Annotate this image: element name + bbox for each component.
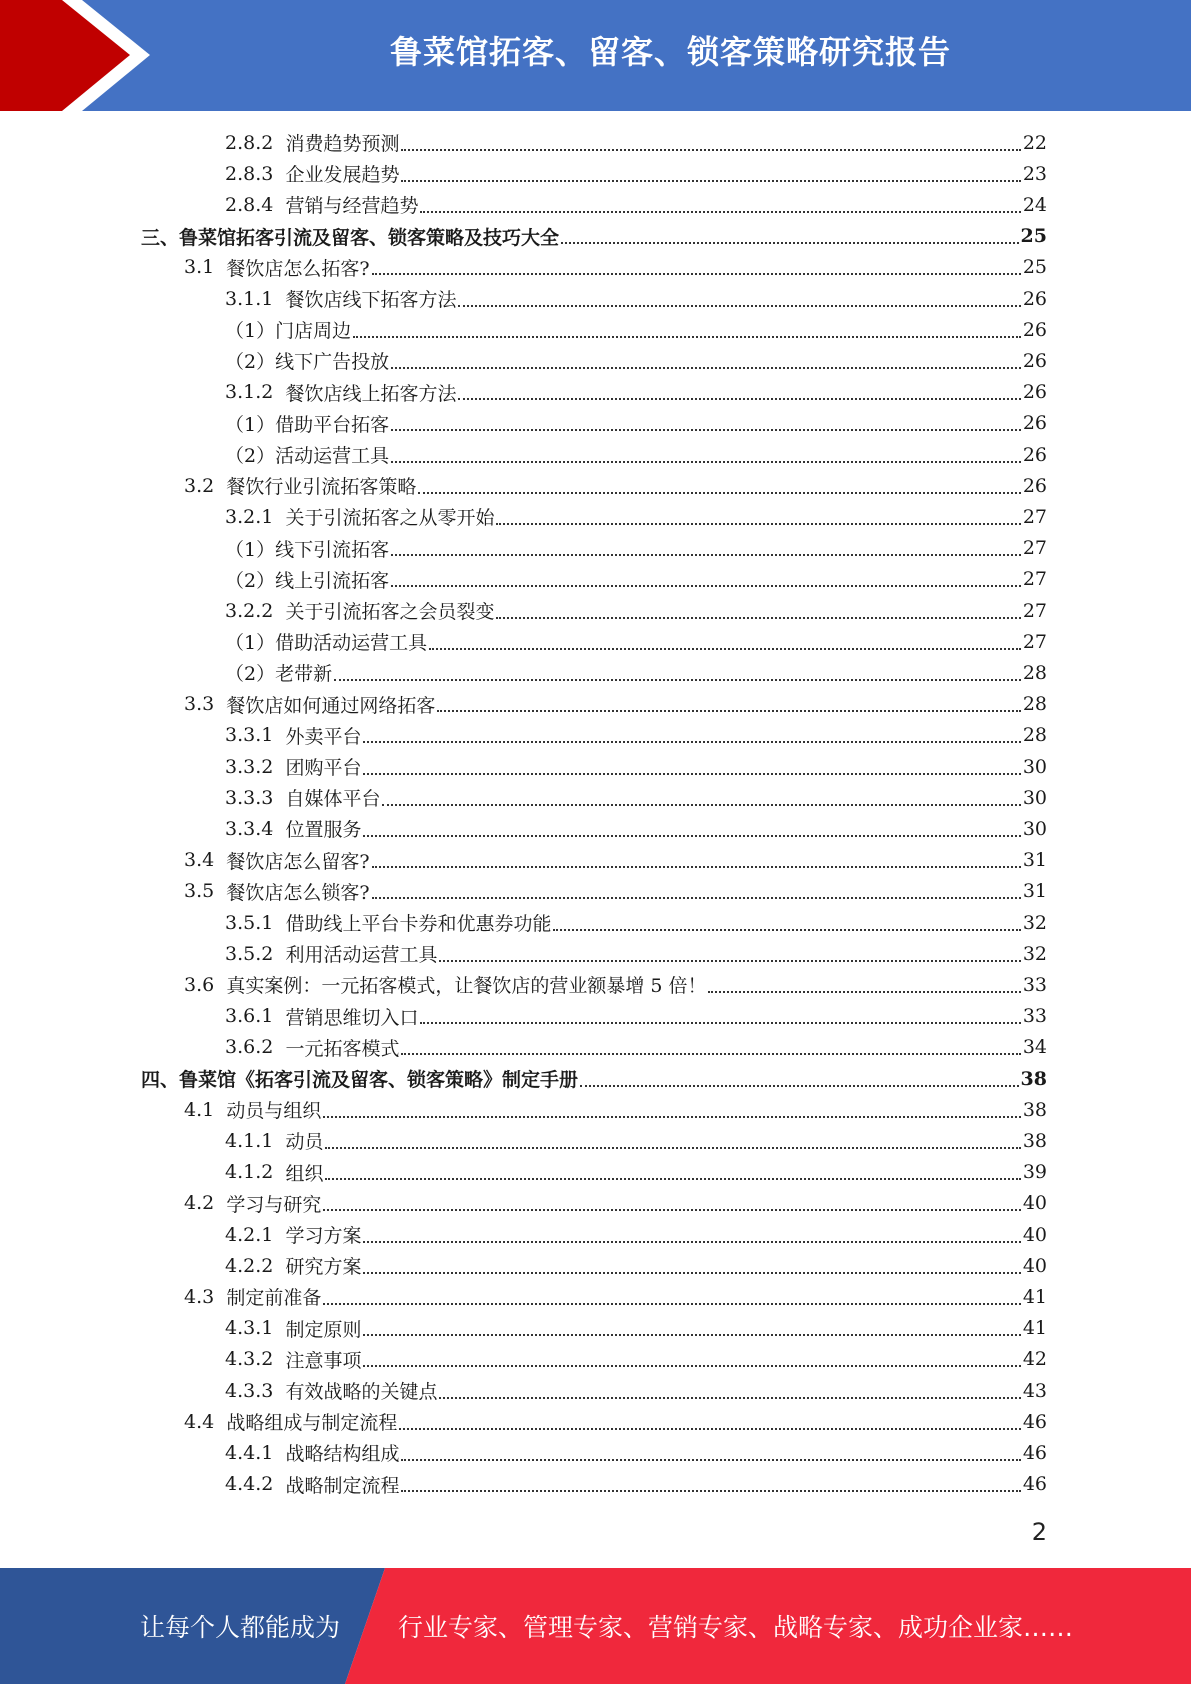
- toc-entry[interactable]: [225, 657, 1047, 688]
- toc-entry-title: 位置服务: [285, 819, 362, 842]
- toc-entry-spacer: [273, 1255, 285, 1277]
- toc-leader-dots: [458, 305, 1020, 307]
- toc-entry-title: 制定原则: [285, 1318, 362, 1341]
- toc-entry-number: 4.3.2: [225, 1348, 274, 1371]
- toc-entry-page: 23: [1022, 162, 1047, 185]
- toc-entry-title: 借助线上平台卡券和优惠券功能: [285, 913, 552, 935]
- toc-entry-title: 学习与研究: [226, 1193, 322, 1216]
- toc-entry-page: 26: [1022, 443, 1047, 466]
- toc-entry[interactable]: [184, 1281, 1047, 1312]
- toc-entry-title: 真实案例：一元拓客模式，让餐饮店的营业额暴增 5 倍！: [226, 975, 707, 998]
- toc-entry-spacer: [214, 256, 226, 278]
- toc-entry-number: 3.2: [184, 474, 215, 497]
- toc-entry[interactable]: [184, 845, 1047, 876]
- toc-entry-page: 27: [1022, 568, 1047, 591]
- footer-slogan-left: 让每个人都能成为: [140, 1613, 341, 1642]
- toc-entry-page: 31: [1022, 880, 1047, 903]
- toc-leader-dots: [401, 180, 1020, 182]
- toc-entry-title: 餐饮店怎么拓客?: [226, 257, 370, 280]
- toc-entry-title: 自媒体平台: [285, 788, 381, 811]
- toc-entry-page: 32: [1022, 911, 1047, 934]
- toc-entry-title: （2）线上引流拓客: [225, 569, 390, 592]
- footer-slogan-right: 行业专家、管理专家、营销专家、战略专家、成功企业家……: [398, 1613, 1074, 1642]
- toc-entry-page: 28: [1022, 724, 1047, 747]
- toc-entry-title: （1）借助平台拓客: [225, 413, 390, 436]
- toc-entry-spacer: [214, 974, 226, 996]
- toc-entry[interactable]: [225, 501, 1047, 532]
- toc-entry-number: 3.6.1: [225, 1005, 274, 1028]
- toc-entry-spacer: [214, 1099, 226, 1121]
- toc-entry-title: （1）借助活动运营工具: [225, 632, 428, 655]
- toc-leader-dots: [323, 1303, 1020, 1305]
- toc-leader-dots: [458, 398, 1020, 400]
- toc-entry[interactable]: [225, 1250, 1047, 1281]
- toc-entry-spacer: [214, 1286, 226, 1308]
- toc-leader-dots: [439, 960, 1020, 962]
- toc-leader-dots: [363, 1334, 1020, 1336]
- toc-entry-number: 4.1.2: [225, 1161, 274, 1184]
- toc-leader-dots: [399, 1428, 1020, 1430]
- toc-entry-title: 团购平台: [285, 757, 362, 779]
- toc-entry-title: 关于引流拓客之会员裂变: [285, 601, 495, 623]
- toc-leader-dots: [363, 1241, 1020, 1243]
- toc-entry[interactable]: [184, 1188, 1047, 1219]
- toc-leader-dots: [437, 710, 1020, 712]
- toc-entry-page: 41: [1022, 1285, 1047, 1308]
- toc-entry-spacer: [273, 381, 285, 403]
- toc-entry-page: 26: [1022, 381, 1047, 404]
- toc-entry-page: 26: [1022, 412, 1047, 435]
- toc-leader-dots: [353, 336, 1021, 338]
- toc-entry-number: 3.1: [184, 256, 215, 279]
- toc-entry[interactable]: [225, 1469, 1047, 1500]
- toc-entry-spacer: [214, 880, 226, 902]
- toc-leader-dots: [372, 897, 1021, 899]
- toc-entry-page: 26: [1022, 474, 1047, 497]
- toc-entry[interactable]: [225, 1032, 1047, 1063]
- toc-entry-page: 41: [1022, 1317, 1047, 1340]
- toc-entry-number: 3.5: [184, 880, 215, 903]
- toc-entry-spacer: [273, 1473, 285, 1495]
- toc-entry-number: 2.8.3: [225, 162, 274, 185]
- toc-entry[interactable]: [225, 345, 1047, 376]
- toc-leader-dots: [325, 1147, 1020, 1149]
- toc-entry-page: 33: [1022, 973, 1047, 996]
- toc-leader-dots: [325, 1178, 1020, 1180]
- toc-leader-dots: [323, 1209, 1020, 1211]
- toc-entry-title: 餐饮店线下拓客方法: [285, 289, 457, 311]
- toc-entry[interactable]: [141, 1063, 1047, 1094]
- toc-entry-page: 30: [1022, 817, 1047, 840]
- toc-entry-number: 4.3: [184, 1285, 215, 1308]
- toc-entry[interactable]: [225, 533, 1047, 564]
- toc-entry[interactable]: [225, 314, 1047, 345]
- toc-entry-number: 3.1.1: [225, 287, 274, 310]
- toc-entry-page: 27: [1022, 537, 1047, 560]
- toc-entry-number: 4.3.1: [225, 1317, 274, 1340]
- toc-entry-page: 25: [1020, 225, 1047, 248]
- toc-leader-dots: [496, 617, 1020, 619]
- toc-leader-dots: [553, 929, 1020, 931]
- toc-entry[interactable]: [225, 907, 1047, 938]
- toc-entry-spacer: [214, 693, 226, 715]
- toc-entry-title: （1）线下引流拓客: [225, 538, 390, 561]
- toc-entry[interactable]: [225, 1375, 1047, 1406]
- page-number: 2: [1031, 1518, 1047, 1546]
- toc-entry-spacer: [273, 912, 285, 934]
- toc-entry-number: 3.2.2: [225, 599, 274, 622]
- toc-entry-title: 战略组成与制定流程: [226, 1412, 398, 1435]
- toc-entry-number: 3.3: [184, 693, 215, 716]
- toc-entry-title: 餐饮店如何通过网络拓客: [226, 694, 436, 717]
- toc-entry-spacer: [273, 1442, 285, 1464]
- toc-entry-title: 注意事项: [285, 1349, 362, 1372]
- toc-entry-page: 38: [1022, 1098, 1047, 1121]
- toc-entry-title: 餐饮店怎么锁客?: [226, 881, 370, 904]
- toc-entry-page: 46: [1022, 1473, 1047, 1496]
- toc-leader-dots: [334, 679, 1021, 681]
- toc-entry-spacer: [273, 1380, 285, 1402]
- toc-entry[interactable]: [225, 377, 1047, 408]
- chevron-arrow-icon: [0, 0, 150, 111]
- toc-entry[interactable]: [225, 720, 1047, 751]
- toc-entry-number: 4.2.2: [225, 1254, 274, 1277]
- toc-entry[interactable]: [225, 1157, 1047, 1188]
- toc-entry-page: 30: [1022, 755, 1047, 778]
- page-footer: [0, 1568, 1191, 1684]
- toc-leader-dots: [401, 1459, 1020, 1461]
- toc-entry-title: 营销思维切入口: [285, 1006, 419, 1029]
- toc-entry-number: 4.1.1: [225, 1129, 274, 1152]
- toc-leader-dots: [439, 1397, 1020, 1399]
- toc-entry-number: 4.4.2: [225, 1473, 274, 1496]
- toc-entry-page: 46: [1022, 1410, 1047, 1433]
- toc-entry-spacer: [273, 1161, 285, 1183]
- toc-entry[interactable]: [225, 626, 1047, 657]
- toc-entry[interactable]: [225, 813, 1047, 844]
- toc-entry[interactable]: [225, 564, 1047, 595]
- toc-entry-title: 消费趋势预测: [285, 133, 400, 155]
- toc-leader-dots: [708, 991, 1020, 993]
- toc-entry[interactable]: [184, 1094, 1047, 1125]
- toc-leader-dots: [363, 835, 1020, 837]
- toc-entry-number: 3.6: [184, 973, 215, 996]
- toc-entry-title: 学习方案: [285, 1225, 362, 1247]
- toc-entry-spacer: [214, 1411, 226, 1433]
- toc-entry[interactable]: [184, 969, 1047, 1000]
- header-title: 鲁菜馆拓客、留客、锁客策略研究报告: [389, 33, 951, 71]
- toc-leader-dots: [323, 1116, 1020, 1118]
- toc-entry-spacer: [273, 600, 285, 622]
- toc-leader-dots: [363, 741, 1020, 743]
- toc-leader-dots: [496, 523, 1020, 525]
- toc-leader-dots: [372, 273, 1021, 275]
- toc-entry-number: 3.3.3: [225, 786, 274, 809]
- toc-entry-title: 制定前准备: [226, 1287, 322, 1310]
- toc-entry-page: 28: [1022, 661, 1047, 684]
- toc-entry-title: 餐饮店怎么留客?: [226, 850, 370, 873]
- toc-entry-spacer: [214, 475, 226, 497]
- toc-entry-number: 4.2: [184, 1192, 215, 1215]
- toc-leader-dots: [382, 804, 1020, 806]
- toc-entry-spacer: [273, 1317, 285, 1339]
- toc-entry-number: 3.6.2: [225, 1036, 274, 1059]
- toc-entry-number: 2.8.4: [225, 193, 274, 216]
- toc-entry[interactable]: [225, 439, 1047, 470]
- toc-entry[interactable]: [141, 221, 1047, 252]
- toc-entry-number: 4.1: [184, 1098, 215, 1121]
- toc-leader-dots: [391, 367, 1021, 369]
- toc-entry-spacer: [273, 288, 285, 310]
- toc-entry[interactable]: [225, 1437, 1047, 1468]
- toc-entry-number: 4.4: [184, 1410, 215, 1433]
- toc-entry-page: 32: [1022, 942, 1047, 965]
- toc-entry-page: 38: [1022, 1129, 1047, 1152]
- toc-entry-title: 一元拓客模式: [285, 1037, 400, 1060]
- toc-entry-spacer: [273, 756, 285, 778]
- toc-entry[interactable]: [184, 689, 1047, 720]
- toc-leader-dots: [561, 242, 1019, 244]
- toc-entry[interactable]: [225, 782, 1047, 813]
- toc-entry-page: 46: [1022, 1441, 1047, 1464]
- toc-leader-dots: [401, 149, 1020, 151]
- toc-leader-dots: [418, 492, 1020, 494]
- toc-entry[interactable]: [184, 1406, 1047, 1437]
- toc-entry-spacer: [273, 818, 285, 840]
- toc-leader-dots: [401, 1490, 1020, 1492]
- toc-entry-spacer: [273, 1348, 285, 1370]
- toc-entry-page: 28: [1022, 693, 1047, 716]
- toc-entry-page: 40: [1022, 1192, 1047, 1215]
- toc-entry-page: 27: [1022, 505, 1047, 528]
- toc-entry-page: 27: [1022, 630, 1047, 653]
- toc-entry[interactable]: [225, 127, 1047, 158]
- toc-leader-dots: [363, 773, 1020, 775]
- toc-entry[interactable]: [225, 1313, 1047, 1344]
- toc-entry-number: 3.5.1: [225, 911, 274, 934]
- page-header: [0, 0, 1191, 111]
- toc-entry-number: 3.4: [184, 849, 215, 872]
- toc-entry[interactable]: [225, 408, 1047, 439]
- toc-entry-spacer: [273, 506, 285, 528]
- toc-entry-title: 营销与经营趋势: [285, 195, 419, 218]
- toc-entry-spacer: [273, 1005, 285, 1027]
- toc-leader-dots: [363, 1272, 1020, 1274]
- toc-leader-dots: [391, 554, 1021, 556]
- toc-entry-number: 4.4.1: [225, 1441, 274, 1464]
- toc-entry-page: 26: [1022, 349, 1047, 372]
- toc-leader-dots: [391, 585, 1021, 587]
- toc-entry-spacer: [273, 132, 285, 154]
- toc-entry-title: （1）门店周边: [225, 320, 352, 343]
- toc-entry-number: 3.1.2: [225, 381, 274, 404]
- toc-entry-title: 研究方案: [285, 1256, 362, 1279]
- toc-entry[interactable]: [225, 189, 1047, 220]
- toc-leader-dots: [420, 211, 1020, 213]
- toc-leader-dots: [429, 648, 1021, 650]
- toc-entry[interactable]: [184, 470, 1047, 501]
- toc-entry-title: 战略结构组成: [285, 1443, 400, 1466]
- toc-entry-spacer: [273, 787, 285, 809]
- toc-leader-dots: [580, 1085, 1019, 1087]
- toc-entry[interactable]: [184, 876, 1047, 907]
- toc-entry-page: 34: [1022, 1036, 1047, 1059]
- toc-entry-page: 22: [1022, 131, 1047, 154]
- toc-entry-page: 31: [1022, 849, 1047, 872]
- toc-entry-title: 外卖平台: [285, 725, 362, 748]
- toc-entry-title: 四、鲁菜馆《拓客引流及留客、锁客策略》制定手册: [141, 1069, 579, 1091]
- toc-entry-number: 3.2.1: [225, 505, 274, 528]
- toc-leader-dots: [363, 1365, 1020, 1367]
- toc-entry[interactable]: [225, 751, 1047, 782]
- toc-entry-page: 33: [1022, 1005, 1047, 1028]
- toc-entry-page: 27: [1022, 599, 1047, 622]
- toc-entry-page: 26: [1022, 318, 1047, 341]
- toc-leader-dots: [401, 1053, 1020, 1055]
- toc-entry-title: 三、鲁菜馆拓客引流及留客、锁客策略及技巧大全: [141, 226, 560, 249]
- toc-entry-title: （2）活动运营工具: [225, 445, 390, 467]
- toc-entry-spacer: [273, 943, 285, 965]
- toc-entry-number: 2.8.2: [225, 131, 274, 154]
- toc-entry[interactable]: [225, 938, 1047, 969]
- toc-entry[interactable]: [225, 1001, 1047, 1032]
- toc-entry[interactable]: [225, 1344, 1047, 1375]
- toc-entry-number: 3.5.2: [225, 942, 274, 965]
- toc-entry-title: 战略制定流程: [285, 1474, 400, 1497]
- toc-entry-page: 26: [1022, 287, 1047, 310]
- toc-entry[interactable]: [225, 595, 1047, 626]
- toc-entry-number: 3.3.1: [225, 724, 274, 747]
- toc-entry-spacer: [273, 724, 285, 746]
- toc-entry-page: 40: [1022, 1223, 1047, 1246]
- toc-entry-page: 30: [1022, 786, 1047, 809]
- toc-entry-title: 关于引流拓客之从零开始: [285, 507, 495, 530]
- toc-entry-title: 餐饮行业引流拓客策略: [226, 476, 417, 499]
- toc-entry-spacer: [273, 194, 285, 216]
- toc-entry-title: 餐饮店线上拓客方法: [285, 382, 457, 405]
- toc-entry-page: 38: [1020, 1067, 1047, 1090]
- toc-entry-number: 4.2.1: [225, 1223, 274, 1246]
- toc-entry[interactable]: [225, 283, 1047, 314]
- toc-entry-page: 40: [1022, 1254, 1047, 1277]
- toc-entry-spacer: [273, 163, 285, 185]
- toc-entry[interactable]: [225, 158, 1047, 189]
- toc-entry-title: 有效战略的关键点: [285, 1381, 438, 1403]
- toc-entry-number: 3.3.2: [225, 755, 274, 778]
- toc-entry-title: 企业发展趋势: [285, 164, 400, 187]
- toc-entry-title: 利用活动运营工具: [285, 944, 438, 967]
- toc-entry-number: 4.3.3: [225, 1379, 274, 1402]
- toc-entry-number: 3.3.4: [225, 817, 274, 840]
- toc-leader-dots: [391, 461, 1021, 463]
- toc-entry-title: （2）线下广告投放: [225, 351, 390, 374]
- toc-leader-dots: [372, 866, 1021, 868]
- toc-leader-dots: [420, 1022, 1020, 1024]
- toc-entry[interactable]: [225, 1219, 1047, 1250]
- toc-entry[interactable]: [184, 252, 1047, 283]
- toc-entry[interactable]: [225, 1125, 1047, 1156]
- toc-entry-spacer: [273, 1130, 285, 1152]
- toc-entry-page: 25: [1022, 256, 1047, 279]
- toc-entry-spacer: [273, 1036, 285, 1058]
- toc-entry-title: 动员: [285, 1131, 324, 1154]
- toc-entry-title: 组织: [285, 1162, 324, 1185]
- toc-entry-spacer: [214, 849, 226, 871]
- toc-leader-dots: [391, 429, 1021, 431]
- toc-entry-title: 动员与组织: [226, 1100, 322, 1123]
- toc-entry-page: 43: [1022, 1379, 1047, 1402]
- toc-entry-title: （2）老带新: [225, 663, 333, 686]
- toc-entry-spacer: [273, 1224, 285, 1246]
- toc-entry-page: 24: [1022, 193, 1047, 216]
- toc-entry-page: 39: [1022, 1161, 1047, 1184]
- toc-entry-page: 42: [1022, 1348, 1047, 1371]
- toc-entry-spacer: [214, 1192, 226, 1214]
